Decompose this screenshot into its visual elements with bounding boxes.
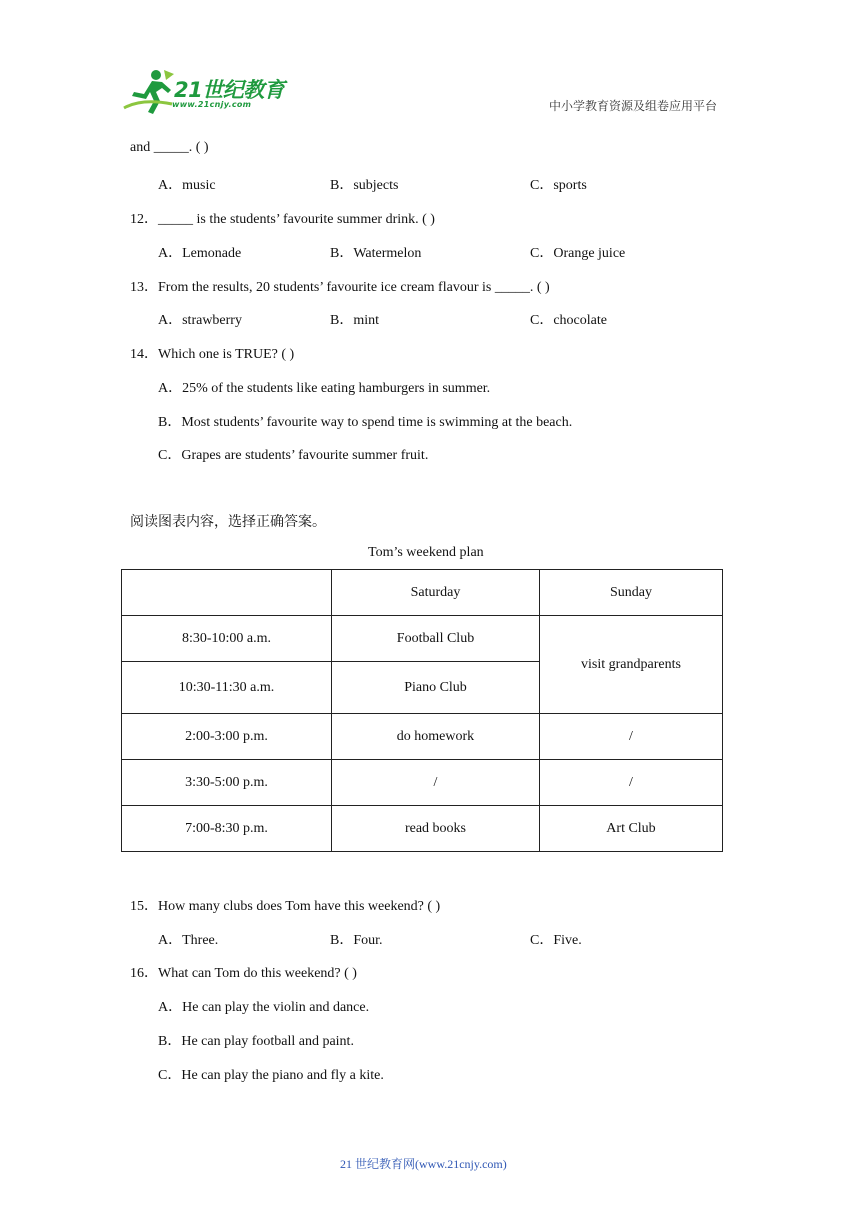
table-row: [122, 760, 723, 806]
table-title: Tom’s weekend plan: [368, 545, 484, 560]
time-cell: 7:00-8:30 p.m.: [122, 806, 332, 852]
saturday-cell: Piano Club: [332, 662, 540, 714]
table-row: [122, 616, 723, 662]
q14-option-b: B．Most students’ favourite way to spend time is swimming at the beach.: [158, 415, 573, 430]
q12-stem: 12．_____ is the students’ favourite summer drink. ( ): [130, 212, 435, 227]
q13-option-a: A．strawberry: [158, 313, 242, 328]
saturday-cell: read books: [332, 806, 540, 852]
q13-stem: 13．From the results, 20 students’ favourite ice cream flavour is _____. ( ): [130, 280, 550, 295]
header-slogan: 中小学教育资源及组卷应用平台: [549, 99, 718, 113]
q11-option-b: B．subjects: [330, 178, 399, 193]
q16-stem: 16．What can Tom do this weekend? ( ): [130, 966, 357, 981]
q13-option-b: B．mint: [330, 313, 380, 328]
runner-icon: [122, 68, 178, 116]
weekend-plan-table: [121, 569, 723, 852]
q15-stem: 15．How many clubs does Tom have this weekend? ( ): [130, 899, 441, 914]
q12-option-c: C．Orange juice: [530, 246, 626, 261]
logo-url: www.21cnjy.com: [172, 100, 252, 109]
header-cell-blank: [122, 570, 332, 616]
q14-stem: 14．Which one is TRUE? ( ): [130, 347, 295, 362]
saturday-cell: Football Club: [332, 616, 540, 662]
time-cell: 8:30-10:00 a.m.: [122, 616, 332, 662]
section-instruction: 阅读图表内容，选择正确答案。: [130, 515, 326, 530]
q16-option-c: C．He can play the piano and fly a kite.: [158, 1068, 384, 1083]
time-cell: 10:30-11:30 a.m.: [122, 662, 332, 714]
q13-option-c: C．chocolate: [530, 313, 607, 328]
logo-text: 21世纪教育: [174, 78, 285, 102]
q16-option-a: A．He can play the violin and dance.: [158, 1000, 370, 1015]
q14-option-c: C．Grapes are students’ favourite summer fruit.: [158, 448, 429, 463]
site-logo: [122, 68, 292, 116]
time-cell: 2:00-3:00 p.m.: [122, 714, 332, 760]
table-header-row: [122, 570, 723, 616]
q11-option-a: A．music: [158, 178, 216, 193]
sunday-cell: Art Club: [540, 806, 723, 852]
q12-option-b: B．Watermelon: [330, 246, 422, 261]
sunday-cell: /: [540, 760, 723, 806]
saturday-cell: do homework: [332, 714, 540, 760]
q11-stem-tail: and _____. ( ): [130, 140, 209, 155]
q11-option-c: C．sports: [530, 178, 587, 193]
header-cell-sunday: Sunday: [540, 570, 723, 616]
header-cell-saturday: Saturday: [332, 570, 540, 616]
q15-option-a: A．Three.: [158, 933, 219, 948]
table-row: [122, 806, 723, 852]
q15-option-b: B．Four.: [330, 933, 383, 948]
table-row: [122, 714, 723, 760]
saturday-cell: /: [332, 760, 540, 806]
sunday-cell-merged: visit grandparents: [540, 616, 723, 714]
q15-option-c: C．Five.: [530, 933, 582, 948]
q14-option-a: A．25% of the students like eating hamburgers in summer.: [158, 381, 491, 396]
q12-option-a: A．Lemonade: [158, 246, 242, 261]
q16-option-b: B．He can play football and paint.: [158, 1034, 354, 1049]
footer-link[interactable]: 21 世纪教育网(www.21cnjy.com): [340, 1157, 507, 1171]
sunday-cell: /: [540, 714, 723, 760]
time-cell: 3:30-5:00 p.m.: [122, 760, 332, 806]
